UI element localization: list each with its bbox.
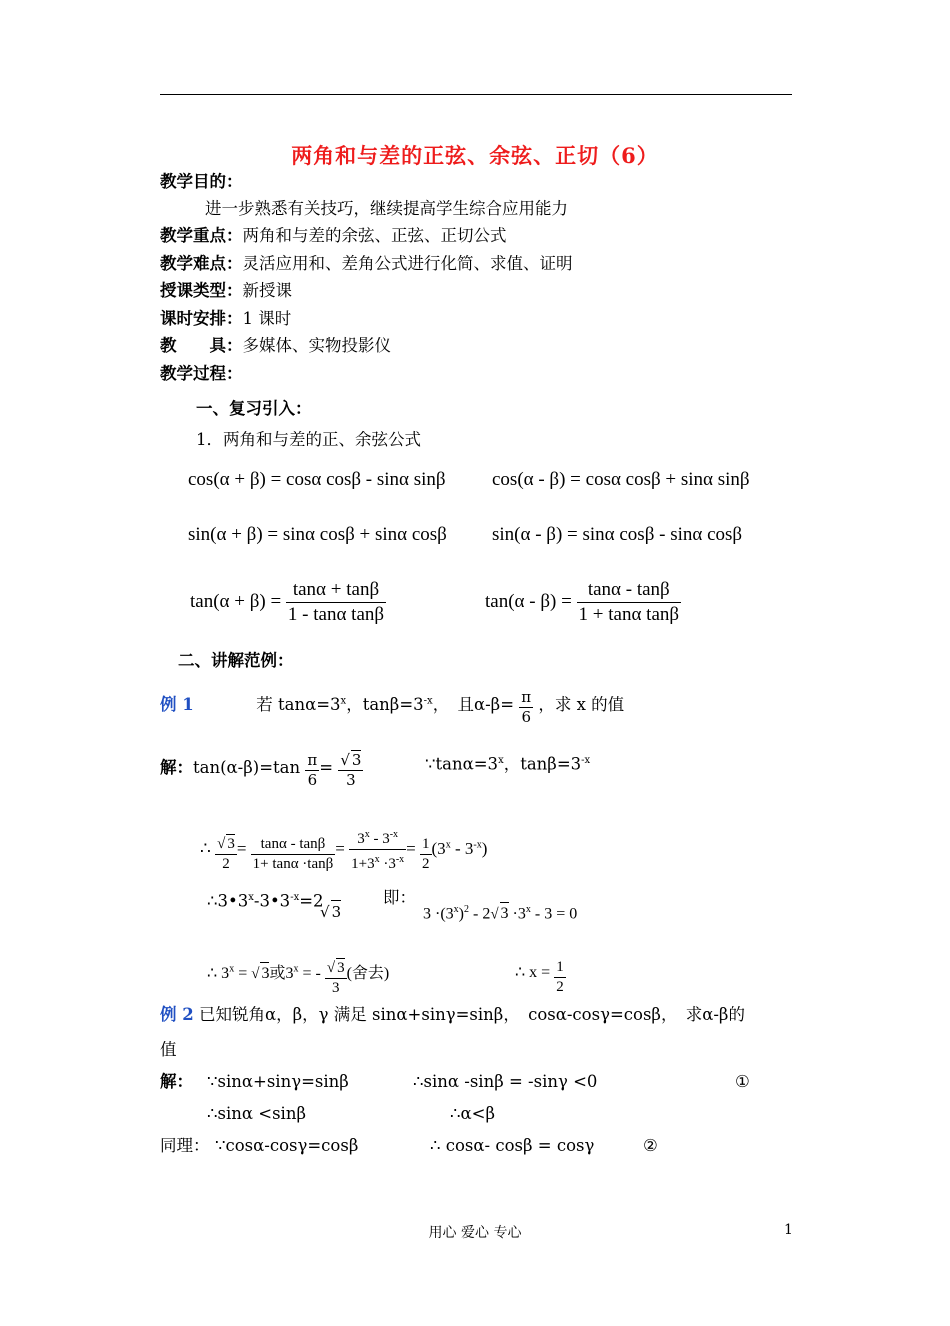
sol2-label: 解：: [160, 1072, 193, 1091]
ex1-pi: π: [521, 688, 532, 706]
sol1-label: 解：: [160, 758, 193, 777]
process-label: 教学过程：: [160, 364, 243, 383]
step2-d1: 1+3: [351, 856, 375, 872]
step4-d: = -: [298, 965, 321, 982]
sol2-c0: 同理：: [160, 1136, 210, 1155]
sol1-sup-negx: -x: [581, 755, 591, 766]
sol2-b2: ∴α<β: [450, 1104, 496, 1123]
step4-b: =: [234, 965, 252, 982]
key-label: 教学重点：: [160, 226, 243, 245]
step3-sqrt3: √ 3: [320, 900, 341, 923]
item-formulas: 1．两角和与差的正、余弦公式: [196, 430, 421, 449]
step2-power-num: $3^x - 3^{-x}$: [349, 825, 406, 850]
example-2: [160, 1004, 745, 1026]
step4-half-den: 2: [556, 979, 564, 995]
sol2-a1: ∵sinα+sinγ=sinβ: [207, 1072, 349, 1091]
ex1-text-c: ， 且α-β=: [432, 695, 515, 714]
sol1-pi: π: [307, 751, 318, 769]
step4-x-eq: ∴ x =: [515, 964, 551, 981]
step2-eq3: =: [406, 839, 416, 858]
step4-sup2: x: [293, 963, 299, 975]
section-review: 一、复习引入：: [196, 399, 312, 418]
solution-2-line1: [160, 1071, 193, 1093]
tan-plus-numerator: tanα + tanβ: [286, 578, 386, 603]
ex1-text-d: ，求 x 的值: [538, 695, 625, 714]
step2-half-den: 2: [422, 856, 430, 872]
step2-eq2: =: [335, 839, 345, 858]
step3-c: =2: [299, 891, 324, 911]
step3-b: -3•3: [253, 891, 291, 911]
step3-eq-sqrt: 3: [500, 902, 509, 925]
sol2-c1: ∵cosα-cosγ=cosβ: [215, 1136, 359, 1155]
type-label: 授课类型：: [160, 281, 243, 300]
ex1-text-a: 若 tanα=3: [256, 695, 341, 714]
step2-two: 2: [222, 856, 230, 872]
step4-sqrt: 3: [260, 962, 269, 985]
step4-answer: [515, 958, 566, 997]
tan-minus-lhs: tan(α - β) =: [485, 590, 572, 612]
solution-1-step4: ∴ $3^x$ = √ 3或$3^x$ = - $\frac{√ 3}{3}$ (舍去): [207, 960, 390, 996]
tan-plus-lhs: tan(α + β) =: [190, 590, 282, 612]
step4-frac-den: 3: [331, 980, 340, 996]
sol2-marker-2: ②: [643, 1136, 658, 1155]
step3-eq-sup2: x: [525, 904, 531, 915]
step3-sqrt3-value: 3: [331, 900, 342, 923]
goal-row: [160, 171, 243, 193]
step2-sqrt3-value: 3: [227, 836, 235, 852]
type-text: 新授课: [242, 281, 292, 300]
sol2-c2: ∴ cosα- cosβ = cosγ: [430, 1136, 595, 1155]
step3-eq-b: ): [458, 905, 464, 923]
step3-eq-a: 3 ·(3: [423, 905, 454, 923]
page-number: 1: [784, 1222, 793, 1238]
sol2-marker-1: ①: [735, 1072, 750, 1091]
tan-plus-denominator: 1 - tanα tanβ: [287, 604, 385, 625]
ex1-sup-x: x: [340, 695, 347, 707]
key-text: 两角和与差的余弦、正弦、正切公式: [242, 226, 507, 245]
ex1-six: 6: [521, 708, 531, 726]
step3-eq-sup1: x: [453, 904, 459, 915]
sol1-because-b: ，tanβ=3: [503, 754, 582, 774]
step2-b-sup1: x: [445, 839, 451, 851]
step3-a: ∴3•3: [207, 891, 249, 911]
step4-half-num: 1: [554, 958, 566, 978]
step4-frac-sqrt: 3: [337, 960, 345, 976]
solution-1-step3: [207, 887, 324, 913]
step3-eq-d: ·3: [508, 905, 526, 923]
step2-p1-sup: x: [364, 829, 370, 840]
sol1-sqrt3: √ 3: [340, 751, 362, 769]
step4-sup1: x: [229, 963, 235, 975]
step2-sqrt3-over-2: [215, 834, 237, 874]
step2-tan-fraction: [251, 835, 336, 874]
difficulty-label: 教学难点：: [160, 254, 243, 273]
step3-equation: $3 \cdot(3^x)^2 - 2√$ $3 \cdot 3^x - 3 = 0$: [423, 899, 577, 925]
example-1-label: 例 1: [160, 695, 194, 714]
ex1-text-b: ，tanβ=3: [346, 695, 424, 714]
sol2-b1: ∴sinα <sinβ: [207, 1104, 306, 1123]
formula-tan-minus: [485, 578, 681, 627]
step3-sup1: x: [248, 892, 254, 903]
sol1-pi-over-6: [305, 751, 319, 790]
sol1-because-a: ∵tanα=3: [425, 754, 499, 774]
step2-half-num: 1: [420, 835, 432, 855]
solution-1-step2: ∴ $\frac{√ 3}{2}$ = $\frac{\tan\alpha - \tan\beta}{1+ \tan\alpha \cdot\tan\beta}$ = $\frac{3^x - 3^{-x}}{1+3^x \cdot 3^{-x}}$ = $\frac{1}{2}$ $(3^x - 3^{-x})$: [200, 825, 487, 874]
page-title: 两角和与差的正弦、余弦、正切（6）: [291, 143, 659, 168]
tan-minus-numerator: tanα - tanβ: [577, 578, 682, 603]
step2-d1-sup: x: [374, 854, 380, 865]
step2-bracket: (3: [431, 839, 446, 858]
tools-row: [160, 335, 391, 357]
step2-half: [420, 835, 432, 874]
step4-discard: (舍去): [346, 965, 390, 982]
step2-p2: 3: [382, 831, 390, 847]
difficulty-text: 灵活应用和、差角公式进行化简、求值、证明: [242, 254, 573, 273]
step2-eq1: =: [236, 839, 247, 858]
example-1: [160, 688, 624, 727]
step2-therefore: ∴: [200, 839, 211, 858]
goal-label: 教学目的：: [160, 172, 243, 191]
step3-ji: 即：: [383, 888, 416, 907]
example-2-label: 例 2: [160, 1005, 194, 1024]
type-row: [160, 280, 292, 302]
sol1-six: 6: [307, 771, 318, 789]
sol1-tan-expr: tan(α-β)=tan: [193, 758, 301, 777]
step3-sup2: -x: [290, 892, 300, 903]
sol1-sqrt3-value: 3: [351, 751, 362, 769]
ex1-sup-negx: -x: [423, 695, 433, 707]
time-label: 课时安排：: [160, 309, 243, 328]
tan-plus-fraction: [286, 578, 386, 627]
tools-label: 教 具：: [160, 336, 243, 355]
goal-text: 进一步熟悉有关技巧，继续提高学生综合应用能力: [205, 199, 568, 218]
difficulty-row: [160, 253, 573, 275]
header-rule: [160, 94, 792, 95]
solution-1-line1: [160, 750, 363, 790]
step4-a: ∴ 3: [207, 965, 230, 982]
formula-sin-minus: sin(α - β) = sinα cosβ - sinα cosβ: [492, 524, 743, 545]
section-examples: 二、讲解范例：: [178, 651, 294, 670]
sol1-sqrt3-over-3: [338, 750, 363, 790]
step2-power-fraction: [349, 825, 406, 874]
step2-d2-sup: -x: [395, 854, 405, 865]
time-row: [160, 308, 291, 330]
step3-eq-c: - 2: [468, 905, 491, 923]
time-text: 1 课时: [242, 309, 292, 328]
step3-eq-e: - 3 = 0: [530, 905, 578, 923]
step4-c: 或3: [269, 965, 294, 982]
sol1-sup-x: x: [498, 755, 504, 766]
step4-frac-num: √ 3: [325, 958, 347, 979]
step4-sqrt3-over-3: [325, 958, 347, 998]
example-2-text: 已知锐角α，β，γ 满足 sinα+sinγ=sinβ， cosα-cosγ=cosβ， 求α-β的: [198, 1005, 745, 1024]
step2-b-sup2: -x: [473, 839, 482, 851]
tan-minus-fraction: [577, 578, 682, 627]
sol1-three: 3: [346, 771, 356, 789]
step2-tan-num: tanα - tanβ: [251, 835, 336, 855]
step4-answer-half: [554, 958, 566, 997]
formula-cos-plus: cos(α + β) = cosα cosβ - sinα sinβ: [188, 469, 446, 490]
formula-cos-minus: cos(α - β) = cosα cosβ + sinα sinβ: [492, 469, 750, 490]
sol2-a2: ∴sinα -sinβ = -sinγ <0: [413, 1072, 598, 1091]
sol1-eq: =: [319, 758, 334, 777]
solution-1-because: [425, 750, 590, 776]
page-footer: 用心 爱心 专心: [428, 1225, 522, 1241]
formula-tan-plus: [190, 578, 386, 627]
step2-power-den: $1+3^x \cdot 3^{-x}$: [351, 854, 405, 872]
formula-sin-plus: sin(α + β) = sinα cosβ + sinα cosβ: [188, 524, 447, 545]
step2-p2-sup: -x: [389, 829, 399, 840]
step2-tan-den: 1+ tanα ·tanβ: [252, 856, 334, 872]
step2-p1: 3: [357, 831, 365, 847]
tan-minus-denominator: 1 + tanα tanβ: [578, 604, 680, 625]
key-row: [160, 225, 507, 247]
step2-sqrt3: √ 3: [215, 834, 237, 855]
ex1-pi-over-6: [519, 688, 533, 727]
example-2-cont: 值: [160, 1040, 177, 1059]
tools-text: 多媒体、实物投影仪: [242, 336, 391, 355]
